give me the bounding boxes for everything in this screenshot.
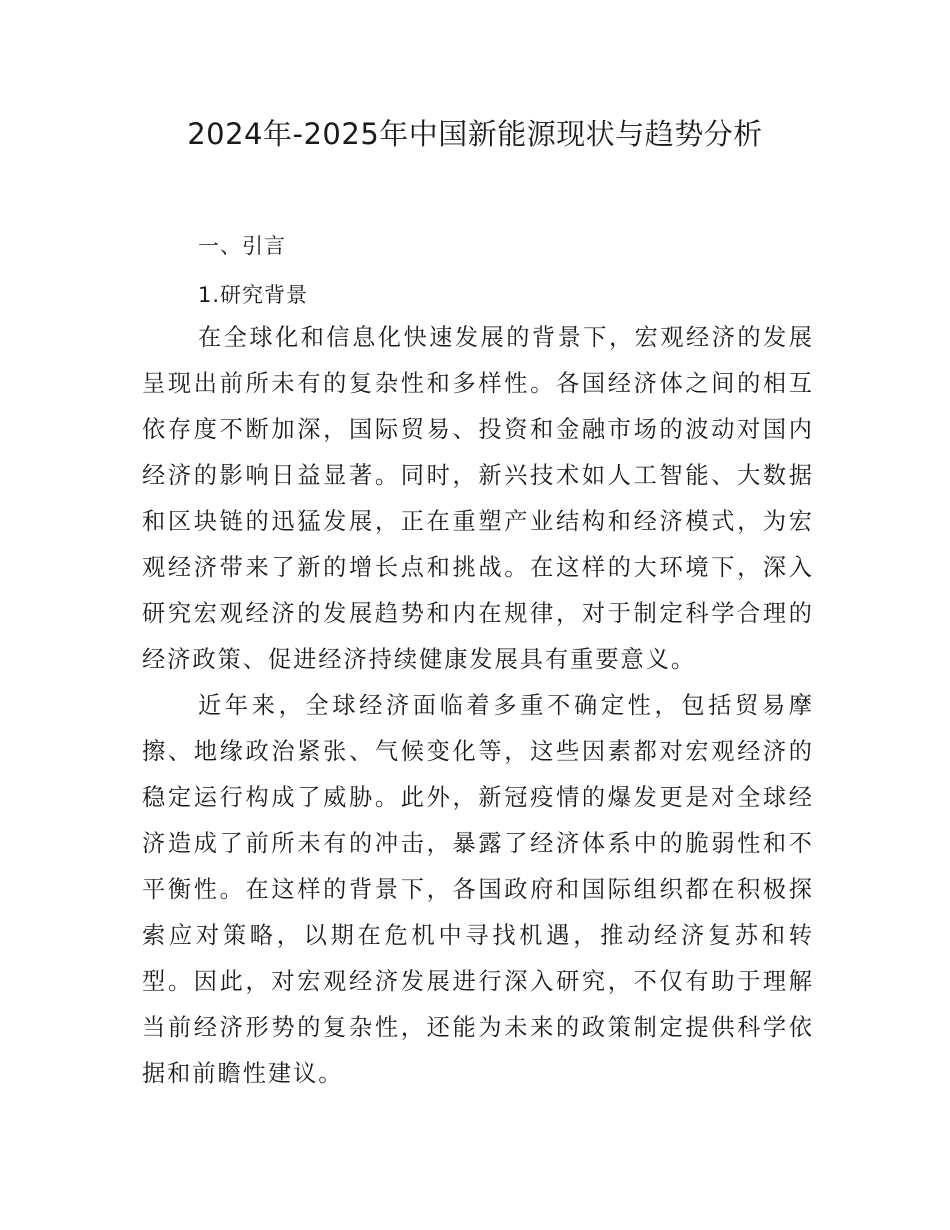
body-paragraph: 在全球化和信息化快速发展的背景下，宏观经济的发展呈现出前所未有的复杂性和多样性。各国经济体之间的相互依存度不断加深，国际贸易、投资和金融市场的波动对国内经济的影响日益显著。同时，新兴技术如人工智能、大数据和区块链的迅猛发展，正在重塑产业结构和经济模式，为宏观经济带来了新的增长点和挑战。在这样的大环境下，深入研究宏观经济的发展趋势和内在规律，对于制定科学合理的经济政策、促进经济持续健康发展具有重要意义。 <box>142 324 814 673</box>
subsection-heading: 1.研究背景 <box>198 283 309 307</box>
section-heading: 一、引言 <box>198 234 286 258</box>
document-title: 2024年-2025年中国新能源现状与趋势分析 <box>187 117 763 151</box>
body-paragraph: 近年来，全球经济面临着多重不确定性，包括贸易摩擦、地缘政治紧张、气候变化等，这些因素都对宏观经济的稳定运行构成了威胁。此外，新冠疫情的爆发更是对全球经济造成了前所未有的冲击，暴露了经济体系中的脆弱性和不平衡性。在这样的背景下，各国政府和国际组织都在积极探索应对策略，以期在危机中寻找机遇，推动经济复苏和转型。因此，对宏观经济发展进行深入研究，不仅有助于理解当前经济形势的复杂性，还能为未来的政策制定提供科学依据和前瞻性建议。 <box>142 692 814 1087</box>
